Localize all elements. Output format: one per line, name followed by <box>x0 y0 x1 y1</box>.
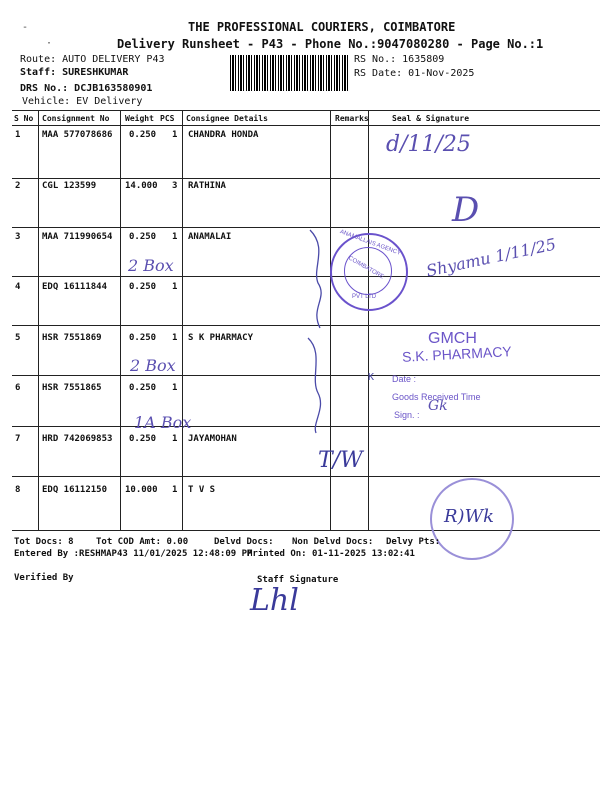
col-consignee: Consignee Details <box>186 114 268 123</box>
handwritten-remark: T/W <box>318 448 363 473</box>
gmch-stamp-title: GMCH <box>428 330 477 347</box>
row-weight: 0.250 <box>129 282 157 292</box>
seal-text-bottom: PVT LTD <box>352 294 377 300</box>
stamp-initials: Gk <box>428 398 448 414</box>
row-rule <box>12 178 600 179</box>
company-title: THE PROFESSIONAL COURIERS, COIMBATORE <box>188 20 456 34</box>
row-sno: 2 <box>15 181 21 191</box>
seal-text-top: ANAMALLAIS AGENCY <box>338 229 402 257</box>
row-weight: 0.250 <box>129 130 157 140</box>
row-weight: 14.000 <box>125 181 158 191</box>
row-sno: 4 <box>15 282 21 292</box>
row-pcs: 1 <box>172 383 178 393</box>
row-weight: 10.000 <box>125 485 158 495</box>
row-consignment: MAA 577078686 <box>42 130 113 140</box>
row-pcs: 3 <box>172 181 178 191</box>
non-delivered-docs: Non Delvd Docs: <box>292 537 374 547</box>
handwritten-box-note: 2 Box <box>130 356 176 375</box>
total-docs: Tot Docs: 8 <box>14 537 74 547</box>
total-cod: Tot COD Amt: 0.00 <box>96 537 189 547</box>
col-sep <box>38 110 39 530</box>
row-consignee: ANAMALAI <box>188 232 232 242</box>
col-sno: S No <box>14 114 34 123</box>
barcode <box>230 55 350 91</box>
table-top-rule <box>12 110 600 111</box>
margin-mark: · <box>46 38 53 49</box>
stamp-date-label: Date : <box>392 374 417 384</box>
row-weight: 0.250 <box>129 383 157 393</box>
seal-text-center: COIMBATORE <box>347 255 385 281</box>
handwritten-initials-8: R)Wk <box>444 506 494 527</box>
col-sep <box>120 110 121 530</box>
row-sno: 3 <box>15 232 21 242</box>
staff-signature-label: Staff Signature <box>257 575 339 585</box>
row-consignment: EDQ 16112150 <box>42 485 108 495</box>
staff-handwritten-signature: Lhl <box>250 583 299 618</box>
col-seal: Seal & Signature <box>392 114 470 123</box>
handwritten-signature-1: d/11/25 <box>386 132 471 157</box>
rs-date: RS Date: 01-Nov-2025 <box>354 68 475 79</box>
verified-by: Verified By <box>14 573 74 583</box>
row-weight: 0.250 <box>129 434 157 444</box>
row-consignment: MAA 711990654 <box>42 232 113 242</box>
printed-on: Printed On: 01-11-2025 13:02:41 <box>247 549 415 559</box>
row-pcs: 1 <box>172 434 178 444</box>
row-pcs: 1 <box>172 333 178 343</box>
row-pcs: 1 <box>172 232 178 242</box>
row-consignee: S K PHARMACY <box>188 333 254 343</box>
row-consignee: T V S <box>188 485 216 495</box>
row-weight: 0.250 <box>129 333 157 343</box>
runsheet-subtitle: Delivery Runsheet - P43 - Phone No.:9047080280 - Page No.:1 <box>117 37 544 51</box>
header-rule <box>12 125 600 126</box>
col-sep <box>182 110 183 530</box>
row-consignment: HRD 742069853 <box>42 434 113 444</box>
col-consignment: Consignment No <box>42 114 110 123</box>
col-remarks: Remarks <box>335 114 369 123</box>
row-rule <box>12 476 600 477</box>
row-consignment: EDQ 16111844 <box>42 282 108 292</box>
drs-number: DRS No.: DCJB163580901 <box>20 83 153 94</box>
row-weight: 0.250 <box>129 232 157 242</box>
row-pcs: 1 <box>172 485 178 495</box>
row-consignee: JAYAMOHAN <box>188 434 237 444</box>
margin-mark: - <box>22 22 29 33</box>
row-sno: 7 <box>15 434 21 444</box>
stamp-sign-label: Sign. : <box>394 410 420 420</box>
row-pcs: 1 <box>172 130 178 140</box>
row-pcs: 1 <box>172 282 178 292</box>
stamp-goods-received: Goods Received Time <box>392 392 481 402</box>
row-sno: 5 <box>15 333 21 343</box>
delivery-points: Delvy Pts: <box>386 537 441 547</box>
row-sno: 1 <box>15 130 21 140</box>
handwritten-box-note: 1A Box <box>134 413 192 432</box>
row-sno: 8 <box>15 485 21 495</box>
sk-pharmacy-stamp: S.K. PHARMACY <box>401 343 513 365</box>
row-consignee: RATHINA <box>188 181 226 191</box>
vehicle-label: Vehicle: EV Delivery <box>22 96 143 107</box>
entered-by: Entered By :RESHMAP43 11/01/2025 12:48:09 PM <box>14 549 253 559</box>
handwritten-signature-3: Shyamu 1/11/25 <box>424 234 558 281</box>
staff-label: Staff: SURESHKUMAR <box>20 67 129 78</box>
handwritten-signature-2: D <box>452 190 480 230</box>
handwritten-box-note: 2 Box <box>128 256 174 275</box>
row-consignee: CHANDRA HONDA <box>188 130 259 140</box>
row-consignment: CGL 123599 <box>42 181 97 191</box>
delivered-docs: Delvd Docs: <box>214 537 274 547</box>
col-pcs: PCS <box>160 114 175 123</box>
row-consignment: HSR 7551865 <box>42 383 102 393</box>
pen-mark: K <box>368 372 375 383</box>
rs-number: RS No.: 1635809 <box>354 54 445 65</box>
row-sno: 6 <box>15 383 21 393</box>
route-label: Route: AUTO DELIVERY P43 <box>20 54 165 65</box>
col-sep <box>368 110 369 530</box>
row-consignment: HSR 7551869 <box>42 333 102 343</box>
col-weight: Weight <box>125 114 154 123</box>
